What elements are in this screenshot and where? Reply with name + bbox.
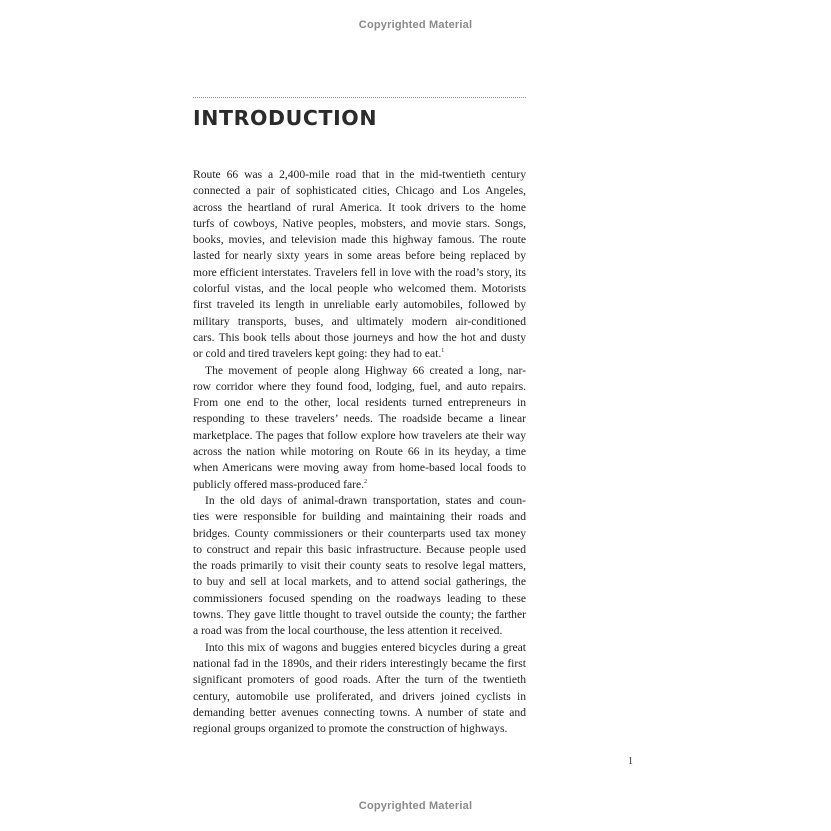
text-line: the roads primarily to visit their county seats to resolve legal matters, xyxy=(193,559,526,573)
text-line: national fad in the 1890s, and their riders interestingly became the first xyxy=(193,656,526,670)
text-line: a road was from the local courthouse, the less attention it received. xyxy=(193,624,503,638)
text-line: row corridor where they found food, lodging, fuel, and auto repairs. xyxy=(193,379,526,393)
paragraph xyxy=(193,493,526,640)
paragraph xyxy=(193,640,526,738)
text-line: when Americans were moving away from home-based local foods to xyxy=(193,461,526,475)
text-line: first traveled its length in unreliable early automobiles, followed by xyxy=(193,298,526,312)
paragraph xyxy=(193,167,526,363)
text-line: military transports, buses, and ultimately modern air-conditioned xyxy=(193,314,526,328)
text-line: ties were responsible for building and maintaining their roads and xyxy=(193,510,526,524)
text-line: to buy and sell at local markets, and to attend social gatherings, the xyxy=(193,575,526,589)
text-line: connected a pair of sophisticated cities, Chicago and Los Angeles, xyxy=(193,184,526,198)
text-line: books, movies, and television made this highway famous. The route xyxy=(193,233,526,247)
text-line: Route 66 was a 2,400-mile road that in the mid-twentieth century xyxy=(193,168,526,181)
text-line: From one end to the other, local residents turned entrepreneurs in xyxy=(193,396,526,410)
text-line: commissioners focused spending on the roadways leading to these xyxy=(193,591,526,605)
page-number: 1 xyxy=(628,756,633,767)
text-line: Into this mix of wagons and buggies entered bicycles during a great xyxy=(205,640,526,654)
text-line: bridges. County commissioners or their counterparts used tax money xyxy=(193,526,526,540)
text-line: The movement of people along Highway 66 created a long, nar- xyxy=(205,363,526,377)
text-line: across the nation while motoring on Route 66 in its heyday, a time xyxy=(193,445,526,459)
copyright-watermark-top: Copyrighted Material xyxy=(358,19,473,31)
text-line: or cold and tired travelers kept going: they had to eat.$^1$ xyxy=(193,347,445,361)
text-line: In the old days of animal-drawn transportation, states and coun- xyxy=(205,493,526,507)
copyright-watermark-bottom: Copyrighted Material xyxy=(358,800,473,812)
chapter-rule xyxy=(193,97,526,98)
text-line: colorful vistas, and the local people who welcomed them. Motorists xyxy=(193,282,526,296)
paragraph xyxy=(193,363,526,493)
text-line: towns. They gave little thought to travel outside the county; the farther xyxy=(193,608,526,622)
text-line: demanding better avenues connecting towns. A number of state and xyxy=(193,705,526,719)
text-line: century, automobile use proliferated, and drivers joined cyclists in xyxy=(193,689,526,703)
text-line: responding to these travelers’ needs. The roadside became a linear xyxy=(193,412,526,426)
text-line: marketplace. The pages that follow explore how travelers ate their way xyxy=(193,428,526,442)
text-line: to construct and repair this basic infrastructure. Because people used xyxy=(193,542,526,556)
footnote-marker[interactable]: 2 xyxy=(364,478,368,485)
text-line: publicly offered mass-produced fare.$^2$ xyxy=(193,477,368,491)
text-line: turfs of cowboys, Native peoples, mobsters, and movie stars. Songs, xyxy=(193,216,526,230)
text-line: significant promoters of good roads. After the turn of the twentieth xyxy=(193,673,526,687)
text-line: cars. This book tells about those journeys and how the hot and dusty xyxy=(193,330,526,344)
text-line: across the heartland of rural America. It took drivers to the home xyxy=(193,200,526,214)
chapter-title: INTRODUCTION xyxy=(193,106,378,130)
text-line: lasted for nearly sixty years in some areas before being replaced by xyxy=(193,249,526,263)
footnote-marker[interactable]: 1 xyxy=(441,348,445,355)
text-line: more efficient interstates. Travelers fell in love with the road’s story, its xyxy=(193,265,526,279)
text-line: regional groups organized to promote the construction of highways. xyxy=(193,722,508,736)
body-text xyxy=(193,167,526,737)
